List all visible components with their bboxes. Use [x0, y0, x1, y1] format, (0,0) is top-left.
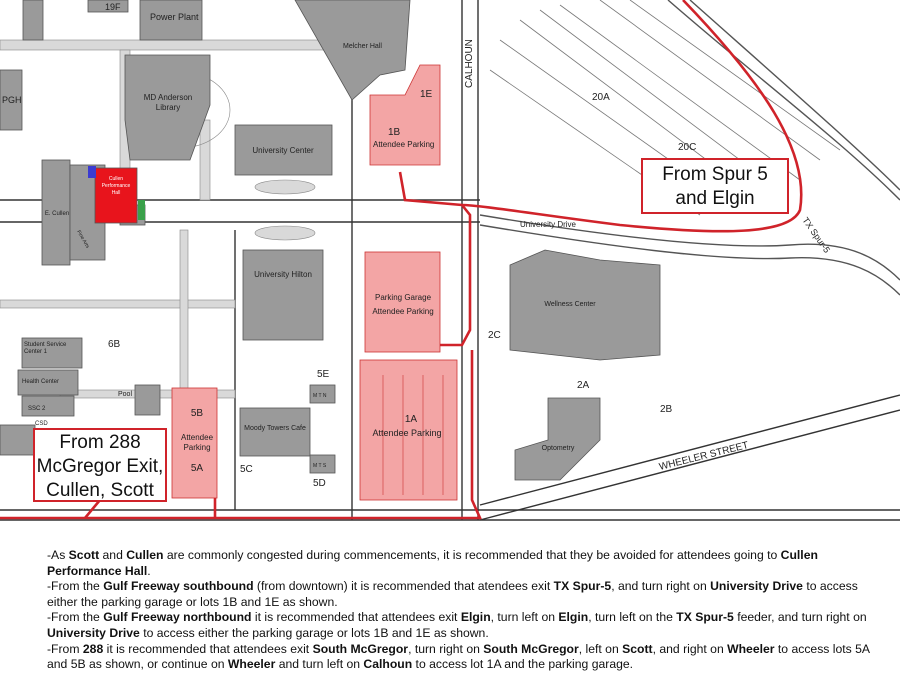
p3-d: , turn left on [490, 610, 559, 625]
p3-b3: Elgin [558, 610, 589, 625]
bld-moody-towers-label: Moody Towers Cafe [244, 425, 306, 432]
directions-para-2 [47, 579, 877, 610]
p3-a: -From the [47, 610, 104, 625]
p1-a: -As [47, 548, 69, 562]
p2-a: -From the [47, 579, 104, 594]
bld-ssc2-label: SSC 2 [28, 406, 46, 412]
bld-mtn-label: M T N [313, 393, 327, 399]
p2-c: (from downtown) it is recommended that atendees exit [253, 579, 554, 594]
p2-e: to access either the parking garage or lots 1B and 1E as shown. [47, 579, 858, 609]
p1-b1: Scott [68, 548, 100, 562]
p4-b4: Scott [622, 641, 653, 656]
p4-d: , turn right on [408, 641, 484, 656]
p4-b6: Wheeler [227, 657, 276, 672]
p3-b5: University Drive [47, 625, 140, 640]
callout-288-line3: Cullen, Scott [46, 480, 154, 501]
p3-c: it is recommended that attendees exit [251, 610, 461, 625]
directions-para-3 [47, 610, 877, 641]
bld-md-anderson-label-2: Library [155, 103, 181, 112]
lot-1b-attendee-label: Attendee Parking [373, 140, 435, 149]
bld-csd-label: CSD [35, 421, 48, 427]
bld-power-plant-label: Power Plant [150, 12, 199, 22]
bld-mts-label: M T S [313, 463, 327, 469]
bld-health-center-label: Health Center [22, 379, 60, 385]
bld-e-cullen-label: E. Cullen [44, 211, 70, 217]
callout-spur5-line1: From Spur 5 [662, 164, 768, 185]
lot-5b-label: 5B [190, 408, 204, 419]
callout-288-line1: From 288 [59, 432, 141, 453]
p3-b4: TX Spur-5 [676, 610, 734, 625]
p4-a: -From [47, 641, 83, 656]
callout-288-line2: McGregor Exit, [36, 456, 164, 477]
lot-6b-label: 6B [108, 339, 121, 350]
street-wheeler-label: WHEELER STREET [658, 440, 750, 473]
p2-b3: University Drive [710, 579, 803, 594]
p4-g: to access lots 5A and 5B as shown, or continue on [47, 641, 870, 672]
p1-b2: Cullen [126, 548, 164, 562]
lot-1e-label: 1E [420, 89, 433, 100]
lot-1a-label: 1A [404, 414, 418, 425]
p3-g: to access either the parking garage or lots 1B and 1E as shown. [139, 625, 489, 640]
bld-md-anderson-label-1: MD Anderson [143, 93, 193, 102]
p2-b2: TX Spur-5 [553, 579, 612, 594]
bld-pool-label: Pool [118, 391, 133, 398]
street-tx-spur5-label: TX Spur-5 [800, 215, 833, 255]
p1-c: and [99, 548, 127, 562]
bld-fine-arts-label: Fine Arts [75, 229, 91, 250]
lot-1b-label: 1B [388, 127, 401, 138]
p3-b1: Gulf Freeway northbound [103, 610, 252, 625]
lot-5ab-attendee-label-1: Attendee [180, 433, 214, 442]
bld-19f-label: 19F [105, 2, 121, 12]
p3-b2: Elgin [460, 610, 491, 625]
p4-c: it is recommended that attendees exit [103, 641, 313, 656]
lot-5ab-attendee-label-2: Parking [183, 443, 211, 452]
lot-1a-attendee-label: Attendee Parking [372, 428, 442, 438]
fine-arts-marker [138, 200, 145, 220]
lot-20a-label: 20A [592, 92, 610, 103]
directions-para-4 [47, 642, 877, 673]
p4-b1: 288 [82, 641, 104, 656]
directions-text [47, 548, 877, 673]
p4-f: , and right on [652, 641, 728, 656]
callout-spur5-line2: and Elgin [675, 188, 755, 209]
parking-garage [365, 252, 440, 352]
p4-b5: Wheeler [727, 641, 775, 656]
p2-d: , and turn right on [611, 579, 711, 594]
bld-university-center-label: University Center [252, 146, 314, 155]
lot-20c-label: 20C [678, 142, 697, 153]
p1-b3: Cullen Performance Hall [47, 548, 818, 578]
p4-b2: South McGregor [312, 641, 409, 656]
bld-ssc-label-1: Student Service [24, 342, 67, 348]
lot-5c-label: 5C [240, 464, 253, 475]
garage-label-1: Parking Garage [374, 293, 432, 302]
callout-from-288 [33, 428, 167, 502]
bld-cph-label-1: Cullen [108, 176, 124, 182]
bld-cph-label-3: Hall [111, 190, 121, 196]
callout-from-spur5 [641, 158, 789, 214]
p4-h: and turn left on [275, 657, 364, 672]
directions-para-1 [47, 548, 877, 579]
lot-2a-label: 2A [577, 380, 590, 391]
p3-f: feeder, and turn right on [733, 610, 867, 625]
street-university-drive-label: University Drive [520, 220, 577, 229]
p4-e: , left on [578, 641, 623, 656]
lot-5e-label: 5E [317, 369, 330, 380]
lot-2c-label: 2C [488, 330, 501, 341]
p4-b7: Calhoun [363, 657, 413, 672]
bld-melcher-hall-label: Melcher Hall [343, 43, 382, 50]
lot-5d-label: 5D [313, 478, 326, 489]
bld-cph-label-2: Performance [101, 183, 131, 189]
p4-i: to access lot 1A and the parking garage. [412, 657, 634, 672]
bld-university-hilton-label: University Hilton [254, 270, 312, 279]
p4-b3: South McGregor [483, 641, 579, 656]
street-calhoun-label: CALHOUN [464, 39, 475, 88]
lot-5a-label: 5A [190, 463, 204, 474]
p1-e: . [147, 563, 151, 578]
garage-label-2: Attendee Parking [372, 307, 434, 316]
bld-wellness-center-label: Wellness Center [544, 301, 596, 308]
bld-ssc-label-2: Center 1 [24, 349, 48, 355]
bld-optometry-label: Optometry [541, 445, 575, 452]
accessible-parking-icon [88, 166, 96, 178]
p3-e: , turn left on the [588, 610, 677, 625]
lot-2b-label: 2B [660, 404, 673, 415]
p1-d: are commonly congested during commencements, it is recommended that they be avoided for attendees going to [163, 548, 781, 562]
bld-pgh-label: PGH [2, 95, 22, 105]
p2-b1: Gulf Freeway southbound [103, 579, 254, 594]
